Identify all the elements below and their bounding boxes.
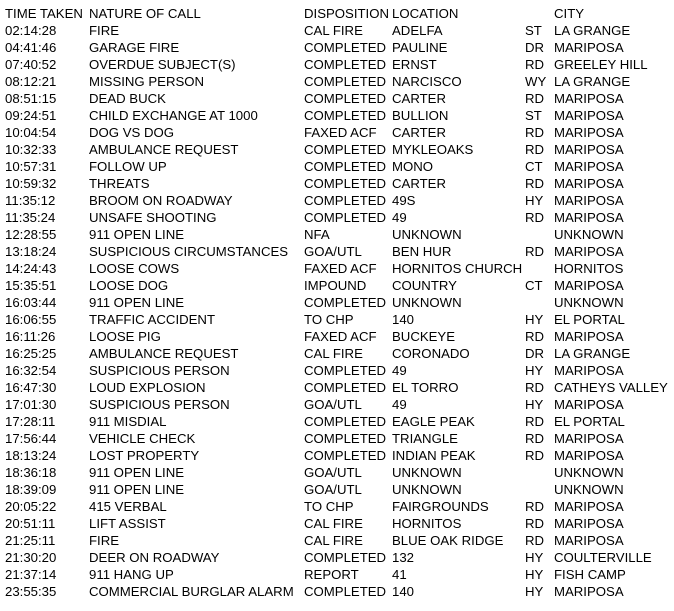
time-cell: 09:24:51 (5, 108, 57, 123)
table-row (0, 328, 674, 345)
location-cell: EL TORRO (392, 380, 459, 395)
time-cell: 18:39:09 (5, 482, 57, 497)
suffix-cell: RD (525, 142, 545, 157)
disposition-cell: REPORT (304, 567, 359, 582)
nature-cell: FIRE (89, 23, 120, 38)
nature-cell: VEHICLE CHECK (89, 431, 196, 446)
city-cell: EL PORTAL (554, 312, 625, 327)
suffix-cell: DR (525, 346, 545, 361)
nature-cell: DEAD BUCK (89, 91, 166, 106)
disposition-cell: FAXED ACF (304, 261, 377, 276)
disposition-cell: COMPLETED (304, 431, 387, 446)
location-cell: NARCISCO (392, 74, 462, 89)
table-row (0, 90, 674, 107)
location-header: LOCATION (392, 6, 459, 21)
location-cell: BUCKEYE (392, 329, 456, 344)
time-cell: 02:14:28 (5, 23, 57, 38)
disposition-cell: TO CHP (304, 312, 354, 327)
location-cell: HORNITOS (392, 516, 462, 531)
table-row (0, 515, 674, 532)
city-cell: MARIPOSA (554, 40, 624, 55)
location-cell: TRIANGLE (392, 431, 458, 446)
suffix-cell: RD (525, 210, 545, 225)
table-row (0, 583, 674, 600)
disposition-cell: COMPLETED (304, 550, 387, 565)
time-cell: 15:35:51 (5, 278, 57, 293)
location-cell: UNKNOWN (392, 482, 462, 497)
city-cell: MARIPOSA (554, 91, 624, 106)
location-cell: 49 (392, 397, 407, 412)
nature-cell: CHILD EXCHANGE AT 1000 (89, 108, 258, 123)
city-cell: LA GRANGE (554, 23, 631, 38)
city-header: CITY (554, 6, 585, 21)
disposition-cell: COMPLETED (304, 91, 387, 106)
nature-cell: SUSPICIOUS PERSON (89, 363, 230, 378)
nature-cell: MISSING PERSON (89, 74, 205, 89)
location-cell: UNKNOWN (392, 227, 462, 242)
suffix-cell: RD (525, 516, 545, 531)
nature-cell: 911 OPEN LINE (89, 295, 185, 310)
city-cell: MARIPOSA (554, 363, 624, 378)
table-row (0, 39, 674, 56)
time-cell: 17:01:30 (5, 397, 57, 412)
disposition-cell: COMPLETED (304, 448, 387, 463)
location-cell: COUNTRY (392, 278, 457, 293)
disposition-cell: CAL FIRE (304, 346, 363, 361)
location-cell: 140 (392, 584, 415, 599)
nature-cell: TRAFFIC ACCIDENT (89, 312, 216, 327)
time-cell: 10:32:33 (5, 142, 57, 157)
location-cell: 49S (392, 193, 416, 208)
suffix-cell: RD (525, 448, 545, 463)
location-cell: MONO (392, 159, 434, 174)
location-cell: ERNST (392, 57, 437, 72)
city-cell: MARIPOSA (554, 584, 624, 599)
disposition-cell: COMPLETED (304, 108, 387, 123)
location-cell: 140 (392, 312, 415, 327)
time-cell: 12:28:55 (5, 227, 57, 242)
location-cell: PAULINE (392, 40, 448, 55)
disposition-cell: COMPLETED (304, 57, 387, 72)
suffix-cell: RD (525, 125, 545, 140)
disposition-cell: COMPLETED (304, 142, 387, 157)
suffix-cell: RD (525, 380, 545, 395)
nature-cell: 911 OPEN LINE (89, 482, 185, 497)
nature-cell: THREATS (89, 176, 150, 191)
table-row (0, 413, 674, 430)
city-cell: MARIPOSA (554, 448, 624, 463)
suffix-cell: ST (525, 23, 542, 38)
suffix-cell: RD (525, 414, 545, 429)
time-cell: 16:25:25 (5, 346, 57, 361)
nature-cell: LOOSE PIG (89, 329, 161, 344)
city-cell: MARIPOSA (554, 431, 624, 446)
city-cell: MARIPOSA (554, 159, 624, 174)
city-cell: MARIPOSA (554, 125, 624, 140)
time-cell: 16:11:26 (5, 329, 56, 344)
nature-cell: DOG VS DOG (89, 125, 174, 140)
suffix-cell: RD (525, 91, 545, 106)
time-cell: 20:51:11 (5, 516, 56, 531)
nature-cell: SUSPICIOUS CIRCUMSTANCES (89, 244, 289, 259)
city-cell: MARIPOSA (554, 278, 624, 293)
location-cell: INDIAN PEAK (392, 448, 476, 463)
city-cell: MARIPOSA (554, 210, 624, 225)
city-cell: EL PORTAL (554, 414, 625, 429)
disposition-cell: COMPLETED (304, 584, 387, 599)
city-cell: MARIPOSA (554, 142, 624, 157)
disposition-cell: CAL FIRE (304, 23, 363, 38)
table-row (0, 430, 674, 447)
nature-cell: 911 HANG UP (89, 567, 174, 582)
time-cell: 21:25:11 (5, 533, 56, 548)
time-cell: 18:13:24 (5, 448, 57, 463)
disposition-cell: GOA/UTL (304, 465, 362, 480)
nature-cell: AMBULANCE REQUEST (89, 346, 239, 361)
location-cell: CORONADO (392, 346, 470, 361)
city-cell: MARIPOSA (554, 193, 624, 208)
disposition-cell: FAXED ACF (304, 329, 377, 344)
time-cell: 17:28:11 (5, 414, 56, 429)
location-cell: CARTER (392, 176, 446, 191)
disposition-cell: NFA (304, 227, 330, 242)
nature-cell: FOLLOW UP (89, 159, 167, 174)
nature-cell: LOST PROPERTY (89, 448, 200, 463)
disposition-cell: GOA/UTL (304, 482, 362, 497)
suffix-cell: HY (525, 550, 544, 565)
suffix-cell: HY (525, 397, 544, 412)
suffix-cell: CT (525, 159, 543, 174)
location-cell: EAGLE PEAK (392, 414, 475, 429)
table-row (0, 345, 674, 362)
table-row (0, 362, 674, 379)
city-cell: MARIPOSA (554, 329, 624, 344)
suffix-cell: RD (525, 57, 545, 72)
suffix-cell: HY (525, 312, 544, 327)
disposition-cell: FAXED ACF (304, 125, 377, 140)
disposition-cell: COMPLETED (304, 176, 387, 191)
suffix-cell: RD (525, 533, 545, 548)
time-cell: 07:40:52 (5, 57, 57, 72)
table-row (0, 566, 674, 583)
table-row (0, 379, 674, 396)
time-taken-header: TIME TAKEN (5, 6, 83, 21)
location-cell: CARTER (392, 91, 446, 106)
city-cell: MARIPOSA (554, 516, 624, 531)
nature-cell: LOOSE DOG (89, 278, 169, 293)
suffix-cell: HY (525, 363, 544, 378)
disposition-cell: CAL FIRE (304, 533, 363, 548)
nature-cell: 415 VERBAL (89, 499, 167, 514)
time-cell: 11:35:24 (5, 210, 56, 225)
nature-cell: OVERDUE SUBJECT(S) (89, 57, 236, 72)
disposition-header: DISPOSITION (304, 6, 389, 21)
suffix-cell: HY (525, 584, 544, 599)
location-cell: 132 (392, 550, 415, 565)
nature-cell: BROOM ON ROADWAY (89, 193, 233, 208)
time-cell: 04:41:46 (5, 40, 57, 55)
city-cell: MARIPOSA (554, 176, 624, 191)
suffix-cell: DR (525, 40, 545, 55)
suffix-cell: RD (525, 499, 545, 514)
suffix-cell: RD (525, 176, 545, 191)
city-cell: UNKNOWN (554, 295, 624, 310)
nature-cell: LOOSE COWS (89, 261, 180, 276)
time-cell: 10:57:31 (5, 159, 57, 174)
time-cell: 10:04:54 (5, 125, 57, 140)
location-cell: CARTER (392, 125, 446, 140)
table-row (0, 56, 674, 73)
table-row (0, 107, 674, 124)
disposition-cell: COMPLETED (304, 74, 387, 89)
disposition-cell: GOA/UTL (304, 244, 362, 259)
time-cell: 17:56:44 (5, 431, 57, 446)
time-cell: 16:06:55 (5, 312, 57, 327)
disposition-cell: TO CHP (304, 499, 354, 514)
city-cell: LA GRANGE (554, 346, 631, 361)
city-cell: MARIPOSA (554, 244, 624, 259)
time-cell: 10:59:32 (5, 176, 57, 191)
city-cell: UNKNOWN (554, 482, 624, 497)
disposition-cell: GOA/UTL (304, 397, 362, 412)
table-row (0, 311, 674, 328)
suffix-cell: WY (525, 74, 547, 89)
time-cell: 18:36:18 (5, 465, 57, 480)
table-row (0, 158, 674, 175)
location-cell: UNKNOWN (392, 295, 462, 310)
time-cell: 21:30:20 (5, 550, 57, 565)
table-row (0, 294, 674, 311)
time-cell: 23:55:35 (5, 584, 57, 599)
table-row (0, 447, 674, 464)
city-cell: MARIPOSA (554, 533, 624, 548)
suffix-cell: CT (525, 278, 543, 293)
disposition-cell: COMPLETED (304, 210, 387, 225)
city-cell: UNKNOWN (554, 227, 624, 242)
suffix-cell: RD (525, 244, 545, 259)
nature-cell: GARAGE FIRE (89, 40, 180, 55)
disposition-cell: COMPLETED (304, 193, 387, 208)
nature-cell: SUSPICIOUS PERSON (89, 397, 230, 412)
nature-header: NATURE OF CALL (89, 6, 201, 21)
time-cell: 16:47:30 (5, 380, 57, 395)
table-row (0, 396, 674, 413)
disposition-cell: COMPLETED (304, 363, 387, 378)
time-cell: 14:24:43 (5, 261, 57, 276)
table-row (0, 498, 674, 515)
suffix-cell: ST (525, 108, 542, 123)
time-cell: 11:35:12 (5, 193, 56, 208)
location-cell: 49 (392, 210, 407, 225)
time-cell: 16:03:44 (5, 295, 57, 310)
suffix-cell: RD (525, 431, 545, 446)
nature-cell: AMBULANCE REQUEST (89, 142, 239, 157)
time-cell: 21:37:14 (5, 567, 57, 582)
city-cell: GREELEY HILL (554, 57, 648, 72)
table-row (0, 124, 674, 141)
city-cell: FISH CAMP (554, 567, 626, 582)
disposition-cell: COMPLETED (304, 159, 387, 174)
table-row (0, 141, 674, 158)
nature-cell: UNSAFE SHOOTING (89, 210, 217, 225)
city-cell: HORNITOS (554, 261, 624, 276)
table-row (0, 277, 674, 294)
time-cell: 16:32:54 (5, 363, 57, 378)
nature-cell: COMMERCIAL BURGLAR ALARM (89, 584, 294, 599)
table-row (0, 532, 674, 549)
table-row (0, 209, 674, 226)
location-cell: UNKNOWN (392, 465, 462, 480)
nature-cell: 911 OPEN LINE (89, 227, 185, 242)
city-cell: MARIPOSA (554, 499, 624, 514)
table-row (0, 243, 674, 260)
disposition-cell: CAL FIRE (304, 516, 363, 531)
table-row (0, 464, 674, 481)
disposition-cell: COMPLETED (304, 414, 387, 429)
table-row (0, 549, 674, 566)
location-cell: 41 (392, 567, 407, 582)
location-cell: ADELFA (392, 23, 443, 38)
location-cell: FAIRGROUNDS (392, 499, 489, 514)
nature-cell: FIRE (89, 533, 120, 548)
time-cell: 20:05:22 (5, 499, 57, 514)
table-row (0, 226, 674, 243)
city-cell: LA GRANGE (554, 74, 631, 89)
nature-cell: LOUD EXPLOSION (89, 380, 206, 395)
table-row (0, 192, 674, 209)
location-cell: BULLION (392, 108, 449, 123)
location-cell: MYKLEOAKS (392, 142, 474, 157)
disposition-cell: IMPOUND (304, 278, 367, 293)
suffix-cell: HY (525, 567, 544, 582)
call-log-table (0, 5, 674, 600)
suffix-cell: RD (525, 329, 545, 344)
disposition-cell: COMPLETED (304, 380, 387, 395)
city-cell: CATHEYS VALLEY (554, 380, 668, 395)
disposition-cell: COMPLETED (304, 295, 387, 310)
table-row (0, 260, 674, 277)
location-cell: BLUE OAK RIDGE (392, 533, 504, 548)
location-cell: 49 (392, 363, 407, 378)
nature-cell: LIFT ASSIST (89, 516, 166, 531)
location-cell: BEN HUR (392, 244, 452, 259)
nature-cell: 911 MISDIAL (89, 414, 167, 429)
table-row (0, 22, 674, 39)
table-row (0, 481, 674, 498)
city-cell: MARIPOSA (554, 397, 624, 412)
time-cell: 13:18:24 (5, 244, 57, 259)
header-row (0, 5, 674, 22)
city-cell: UNKNOWN (554, 465, 624, 480)
table-row (0, 175, 674, 192)
city-cell: MARIPOSA (554, 108, 624, 123)
suffix-cell: HY (525, 193, 544, 208)
time-cell: 08:51:15 (5, 91, 57, 106)
city-cell: COULTERVILLE (554, 550, 652, 565)
disposition-cell: COMPLETED (304, 40, 387, 55)
call-rows (0, 22, 674, 600)
nature-cell: DEER ON ROADWAY (89, 550, 220, 565)
time-cell: 08:12:21 (5, 74, 57, 89)
nature-cell: 911 OPEN LINE (89, 465, 185, 480)
table-row (0, 73, 674, 90)
location-cell: HORNITOS CHURCH (392, 261, 523, 276)
